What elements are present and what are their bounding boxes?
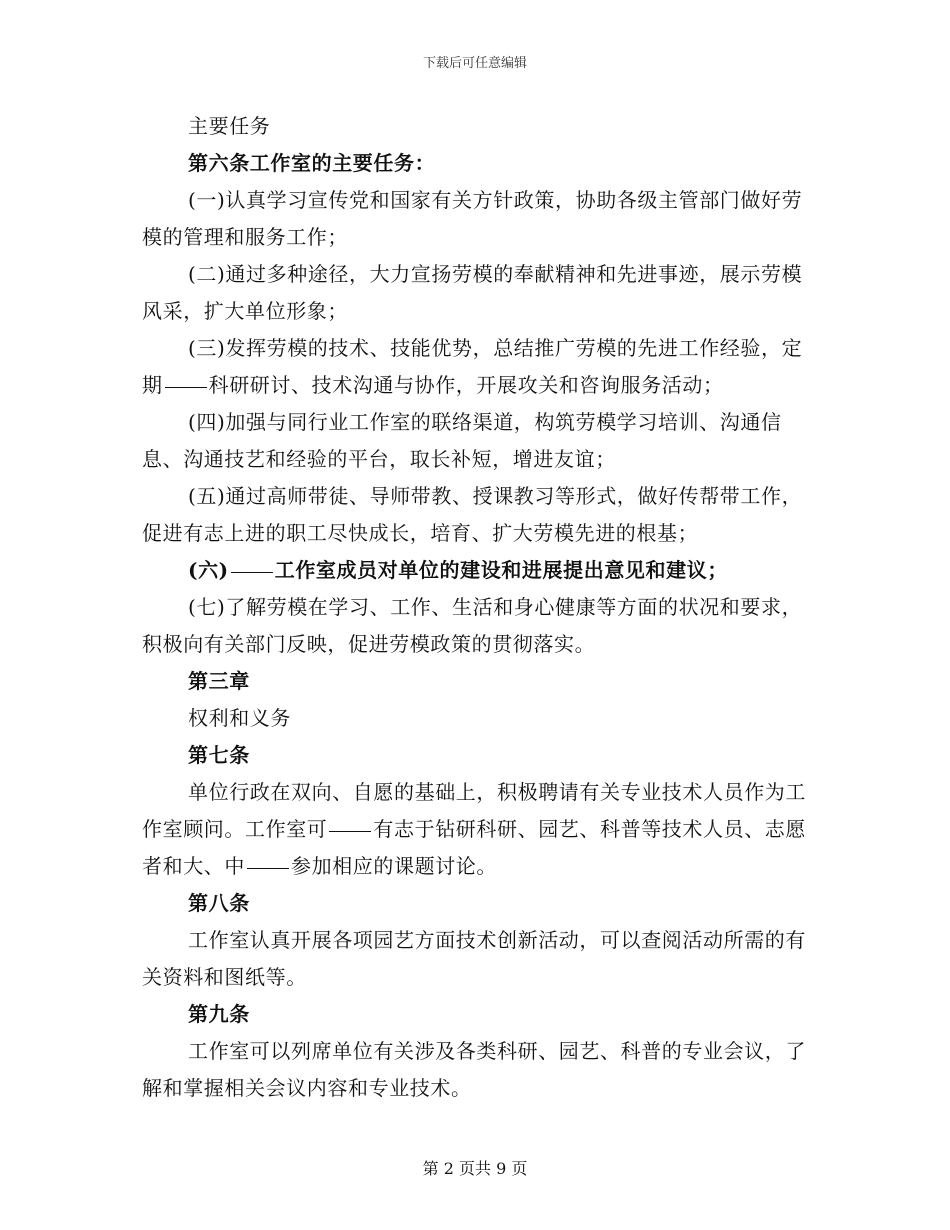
- task-item-3-part-b: 科研研讨、技术沟通与协作，开展攻关和咨询服务活动；: [208, 373, 724, 397]
- blank-underline: [329, 830, 371, 832]
- chapter-3-title: 权利和义务: [188, 706, 291, 730]
- article-7-part-c: 参加相应的课题讨论。: [291, 854, 497, 878]
- task-item-6: [142, 552, 810, 589]
- article-8-body: 工作室认真开展各项园艺方面技术创新活动，可以查阅活动所需的有关资料和图纸等。: [142, 928, 806, 989]
- blank-underline: [247, 867, 289, 869]
- document-body: [142, 108, 810, 1107]
- article-9-body: 工作室可以列席单位有关涉及各类科研、园艺、科普的专业会议，了解和掌握相关会议内容和专业技术。: [142, 1039, 806, 1100]
- chapter-3-heading: 第三章: [188, 669, 250, 693]
- article-6-heading: 第六条工作室的主要任务：: [188, 151, 436, 175]
- task-item-4: (四)加强与同行业工作室的联络渠道，构筑劳模学习培训、沟通信息、沟通技艺和经验的平台，取长补短，增进友谊；: [142, 410, 782, 471]
- page-footer: 第 2 页共 9 页: [422, 1159, 528, 1178]
- article-9-heading: 第九条: [188, 1002, 250, 1026]
- article-7-part-a: 单位行政在双向、自愿的基础上，积极聘请有关专业技术人员作为工作室顾问。工作室可: [142, 780, 806, 841]
- article-8-heading: 第八条: [188, 891, 250, 915]
- section-heading-main-tasks: 主要任务: [188, 114, 271, 138]
- task-item-6-part-a: (六): [188, 558, 229, 582]
- task-item-5: (五)通过高师带徒、导师带教、授课教习等形式，做好传帮带工作，促进有志上进的职工尽快成长，培育、扩大劳模先进的根基；: [142, 484, 803, 545]
- article-7-heading: 第七条: [188, 743, 250, 767]
- task-item-3: [142, 330, 810, 404]
- task-item-2: (二)通过多种途径，大力宣扬劳模的奉献精神和先进事迹，展示劳模风采，扩大单位形象；: [142, 262, 803, 323]
- page-header: 下载后可任意编辑: [422, 56, 527, 71]
- article-7-part-b: 有志于钻研科研、园艺、科普等技术人员、志愿者和大、中: [142, 817, 807, 878]
- task-item-3-part-a: (三)发挥劳模的技术、技能优势，总结推广劳模的先进工作经验，定期: [142, 336, 803, 397]
- blank-underline: [165, 386, 207, 388]
- task-item-7: (七)了解劳模在学习、工作、生活和身心健康等方面的状况和要求，积极向有关部门反映，促进劳模政策的贯彻落实。: [142, 595, 803, 656]
- blank-underline: [231, 571, 273, 573]
- task-item-1: (一)认真学习宣传党和国家有关方针政策，协助各级主管部门做好劳模的管理和服务工作；: [142, 188, 803, 249]
- task-item-6-part-b: 工作室成员对单位的建设和进展提出意见和建议；: [274, 558, 728, 582]
- article-7-body: [142, 774, 810, 885]
